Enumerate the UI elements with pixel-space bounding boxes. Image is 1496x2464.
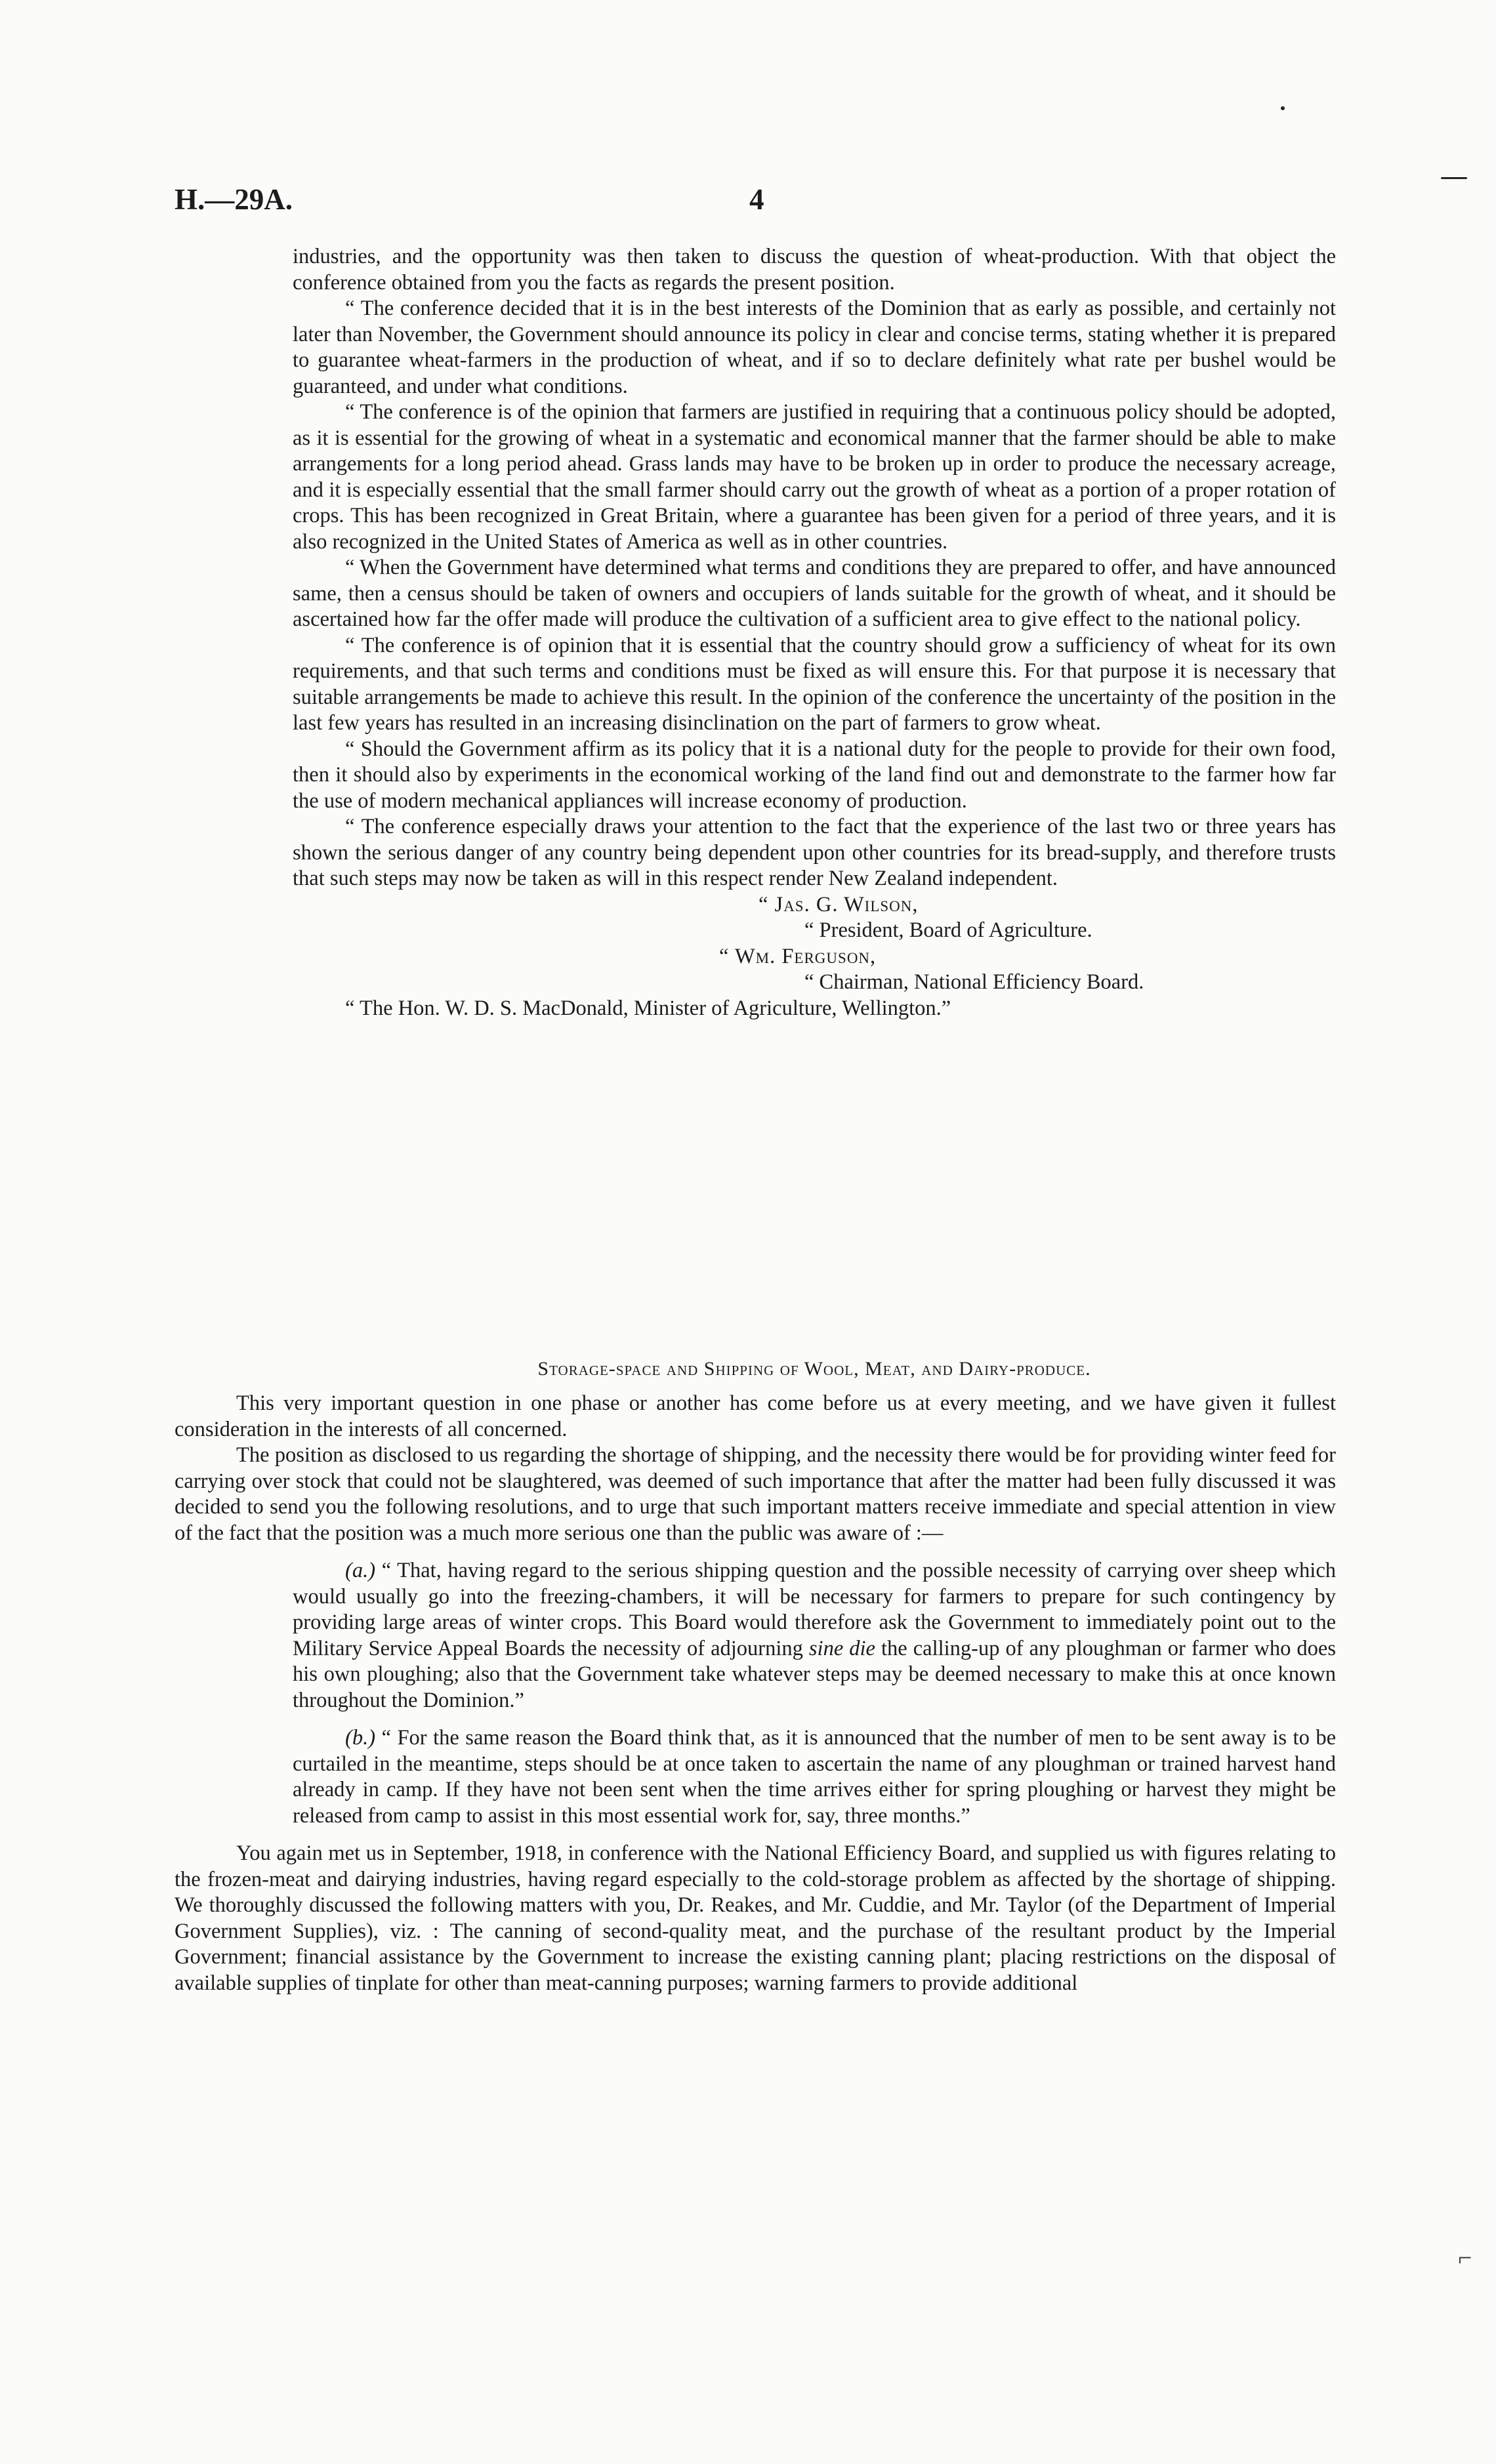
letter-paragraph: industries, and the opportunity was then taken to discuss the question of wheat-production. With that object the conference obtained from you the facts as regards the present position. bbox=[293, 245, 1336, 295]
section-paragraph: The position as disclosed to us regarding the shortage of shipping, and the necessity there would be for providing winter feed for carrying over stock that could not be slaughtered, was deemed of such importance that after the matter had been fully discussed it was decided to send you the following resolutions, and to urge that such important matters receive immediate and special attention in view of the fact that the position was a much more serious one than the public was aware of :— bbox=[175, 1443, 1336, 1545]
resolution-text: “ That, having regard to the serious shipping question and the possible necessity of carrying over sheep which would usually go into the freezing-chambers, it will be necessary for farmers to prepare for such contingency by providing large areas of winter crops. This Board would therefore ask the Government to immediately point out to the Military Service Appeal Boards the necessity of adjourning bbox=[293, 1559, 1336, 1660]
resolution-label: (a.) bbox=[345, 1559, 376, 1582]
signatory-title: “ President, Board of Agriculture. bbox=[804, 918, 1092, 942]
letter-paragraph: “ The conference is of the opinion that farmers are justified in requiring that a continuous policy should be adopted, as it is essential for the growing of wheat in a systematic and economical manner that the farmer should be able to make arrangements for a long period ahead. Grass lands may have to be broken up in order to produce the necessary acreage, and it is especially essential that the small farmer should carry out the growth of wheat as a portion of a proper rotation of crops. This has been recognized in Great Britain, where a guarantee has been given for a period of three years, and it is also recognized in the United States of America as well as in other countries. bbox=[293, 400, 1336, 554]
resolution-text: “ For the same reason the Board think that, as it is announced that the number of men to be sent away is to be curtailed in the meantime, steps should be at once taken to ascertain the name of any ploughman or trained harvest hand already in camp. If they have not been sent when the time arrives either for spring ploughing or harvest they might be released from camp to assist in this most essential work for, say, three months.” bbox=[293, 1726, 1336, 1828]
letter-paragraph: “ The conference decided that it is in the best interests of the Dominion that as early as possible, and certainly not later than November, the Government should announce its policy in clear and concise terms, stating whether it is prepared to guarantee wheat-farmers in the production of wheat, and if so to declare definitely what rate per bushel would be guaranteed, and under what conditions. bbox=[293, 297, 1336, 398]
signatory-title: “ Chairman, National Efficiency Board. bbox=[804, 970, 1144, 994]
resolution-text: the calling-up of any ploughman or farmer who does his own ploughing; also that the Government take whatever steps may be deemed necessary to make this at once known throughout the Dominion.” bbox=[293, 1636, 1337, 1712]
conference-letter bbox=[293, 244, 1336, 1021]
letter-address: “ The Hon. W. D. S. MacDonald, Minister of Agriculture, Wellington.” bbox=[345, 996, 951, 1020]
letter-paragraph: “ The conference is of opinion that it is essential that the country should grow a sufficiency of wheat for its own requirements, and that such terms and conditions must be fixed as will ensure this. For that purpose it is necessary that suitable arrangements be made to achieve this result. In the opinion of the conference the uncertainty of the position in the last few years has resulted in an increasing disinclination on the part of farmers to grow wheat. bbox=[293, 633, 1336, 735]
italic-phrase: sine die bbox=[808, 1636, 875, 1660]
margin-mark: ⌐ bbox=[1458, 2244, 1472, 2272]
signatory-name: “ Wm. Ferguson, bbox=[719, 944, 877, 968]
scan-speck bbox=[1441, 177, 1467, 179]
signatory-name: “ Jas. G. Wilson, bbox=[758, 892, 919, 916]
section-paragraph: This very important question in one phase or another has come before us at every meeting, and we have given it fullest consideration in the interests of all concerned. bbox=[175, 1391, 1336, 1441]
page-number: 4 bbox=[749, 183, 764, 216]
resolution-label: (b.) bbox=[345, 1726, 376, 1750]
section-heading: Storage-space and Shipping of Wool, Meat, and Dairy-produce. bbox=[537, 1358, 1091, 1380]
section-paragraph: You again met us in September, 1918, in conference with the National Efficiency Board, and supplied us with figures relating to the frozen-meat and dairying industries, having regard especially to the cold-storage problem as affected by the shortage of shipping. We thoroughly discussed the following matters with you, Dr. Reakes, and Mr. Cuddie, and Mr. Taylor (of the Department of Imperial Government Supplies), viz. : The canning of second-quality meat, and the purchase of the resultant product by the Imperial Government; financial assistance by the Government to increase the existing canning plant; placing restrictions on the disposal of available supplies of tinplate for other than meat-canning purposes; warning farmers to provide additional bbox=[175, 1841, 1336, 1995]
document-reference: H.—29A. bbox=[175, 183, 293, 216]
letter-paragraph: “ The conference especially draws your attention to the fact that the experience of the last two or three years has shown the serious danger of any country being dependent upon other countries for its bread-supply, and therefore trusts that such steps may now be taken as will in this respect render New Zealand independent. bbox=[293, 815, 1336, 890]
scan-speck bbox=[1281, 106, 1285, 110]
resolution-b bbox=[293, 1725, 1336, 1829]
letter-paragraph: “ When the Government have determined what terms and conditions they are prepared to offer, and have announced same, then a census should be taken of owners and occupiers of lands suitable for the growth of wheat, and it should be ascertained how far the offer made will produce the cultivation of a sufficient area to give effect to the national policy. bbox=[293, 556, 1336, 631]
resolution-a bbox=[293, 1558, 1336, 1714]
section-body bbox=[175, 1391, 1336, 1996]
page-header bbox=[175, 182, 1342, 222]
resolutions bbox=[293, 1558, 1336, 1829]
letter-paragraph: “ Should the Government affirm as its policy that it is a national duty for the people to provide for their own food, then it should also by experiments in the economical working of the land find out and demonstrate to the farmer how far the use of modern mechanical appliances will increase economy of production. bbox=[293, 737, 1336, 813]
